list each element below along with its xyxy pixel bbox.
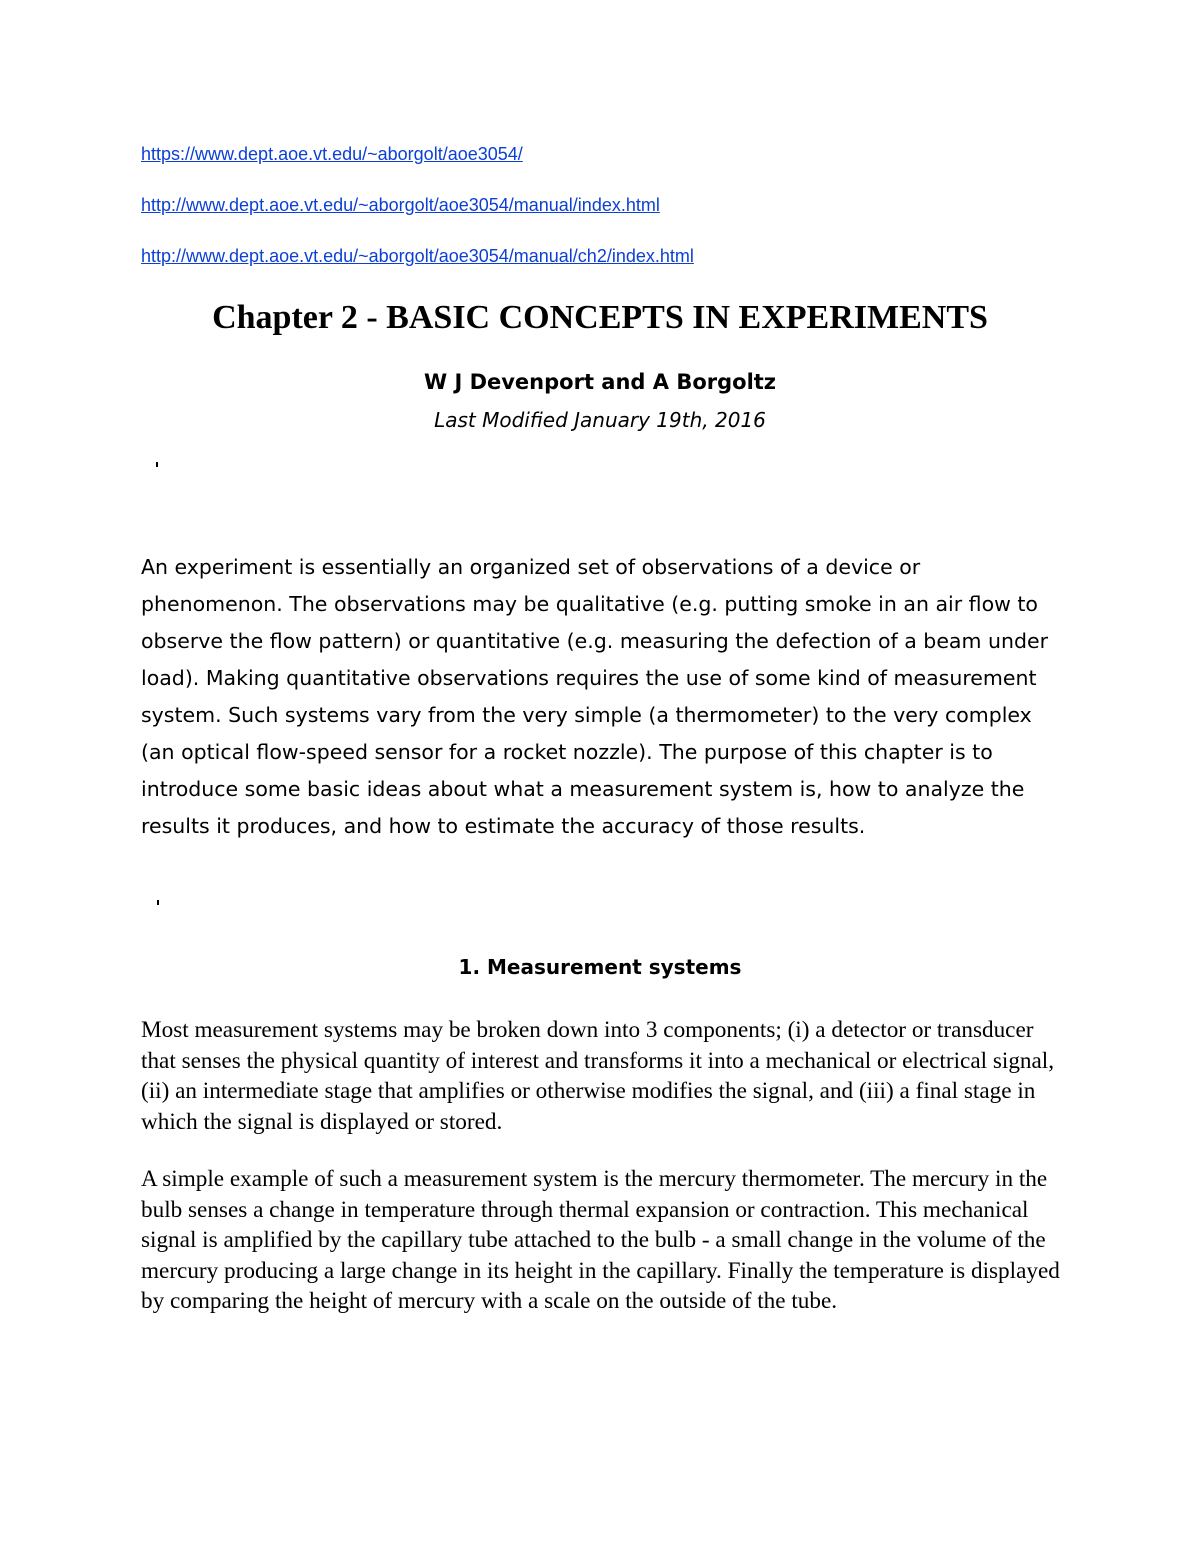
chapter-title: Chapter 2 - BASIC CONCEPTS IN EXPERIMENTS: [212, 299, 988, 336]
authors: W J Devenport and A Borgoltz: [423, 370, 777, 394]
body-paragraph: Most measurement systems may be broken down into 3 components; (i) a detector or transducer that senses the physical quantity of interest and transforms it into a mechanical or electrical signal, (ii) an intermediate stage that amplifies or otherwise modifies the signal, and (iii) a final stage in which the signal is displayed or stored.: [141, 1017, 1055, 1135]
anchor-mark: [156, 462, 158, 467]
anchor-mark: [157, 900, 159, 905]
last-modified-date: Last Modified January 19th, 2016: [434, 408, 766, 432]
course-home-link[interactable]: https://www.dept.aoe.vt.edu/~aborgolt/aoe3054/: [141, 144, 523, 164]
body-paragraph: A simple example of such a measurement system is the mercury thermometer. The mercury in the bulb senses a change in temperature through thermal expansion or contraction. This mechanical signal is amplified by the capillary tube attached to the bulb - a small change in the volume of the mercury producing a large change in its height in the capillary. Finally the temperature is displayed by comparing the height of mercury with a scale on the outside of the tube.: [141, 1166, 1060, 1314]
chapter2-index-link[interactable]: http://www.dept.aoe.vt.edu/~aborgolt/aoe3054/manual/ch2/index.html: [141, 246, 694, 266]
manual-index-link[interactable]: http://www.dept.aoe.vt.edu/~aborgolt/aoe3054/manual/index.html: [141, 195, 660, 215]
section-heading: 1. Measurement systems: [458, 955, 742, 979]
intro-paragraph: An experiment is essentially an organized set of observations of a device or phenomenon. The observations may be qualitative (e.g. putting smoke in an air flow to observe the flow pattern) or quantitative (e.g. measuring the defection of a beam under load). Making quantitative observations requires the use of some kind of measurement system. Such systems vary from the very simple (a thermometer) to the very complex (an optical flow-speed sensor for a rocket nozzle). The purpose of this chapter is to introduce some basic ideas about what a measurement system is, how to analyze the results it produces, and how to estimate the accuracy of those results.: [141, 555, 1049, 838]
